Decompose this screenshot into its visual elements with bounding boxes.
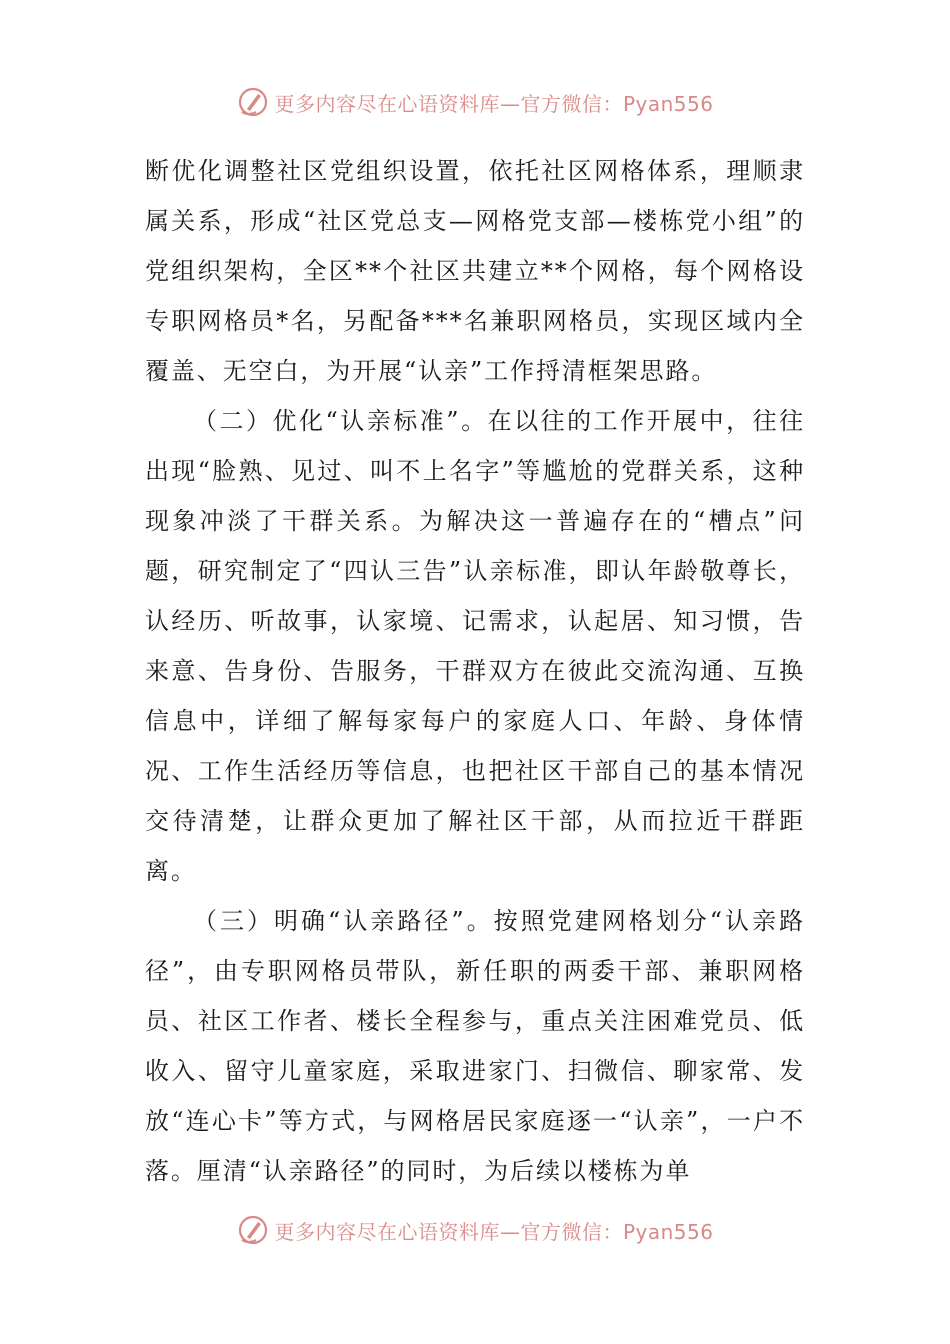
footer-watermark — [0, 1208, 950, 1252]
pen-circle-icon — [236, 85, 270, 119]
header-watermark — [0, 80, 950, 124]
paragraph-section-3: （三）明确“认亲路径”。按照党建网格划分“认亲路径”，由专职网格员带队，新任职的两委干部、兼职网格员、社区工作者、楼长全程参与，重点关注困难党员、低收入、留守儿童家庭，采取进家门、扫微信、聊家常、发放“连心卡”等方式，与网格居民家庭逐一“认亲”，一户不落。厘清“认亲路径”的同时，为后续以楼栋为单 — [145, 907, 805, 1185]
paragraph-continuation: 断优化调整社区党组织设置，依托社区网格体系，理顺隶属关系，形成“社区党总支—网格党支部—楼栋党小组”的党组织架构，全区**个社区共建立**个网格，每个网格设专职网格员*名，另配备***名兼职网格员，实现区域内全覆盖、无空白，为开展“认亲”工作捋清框架思路。 — [145, 157, 805, 385]
pen-circle-icon — [236, 1213, 270, 1247]
document-body — [145, 146, 805, 1196]
watermark-text: 更多内容尽在心语资料库—官方微信：Pyan556 — [274, 1219, 714, 1244]
paragraph-section-2: （二）优化“认亲标准”。在以往的工作开展中，往往出现“脸熟、见过、叫不上名字”等尴尬的党群关系，这种现象冲淡了干群关系。为解决这一普遍存在的“槽点”问题，研究制定了“四认三告”认亲标准，即认年龄敬尊长，认经历、听故事，认家境、记需求，认起居、知习惯，告来意、告身份、告服务，干群双方在彼此交流沟通、互换信息中，详细了解每家每户的家庭人口、年龄、身体情况、工作生活经历等信息，也把社区干部自己的基本情况交待清楚，让群众更加了解社区干部，从而拉近干群距离。 — [145, 407, 805, 885]
watermark-text: 更多内容尽在心语资料库—官方微信：Pyan556 — [274, 91, 714, 116]
